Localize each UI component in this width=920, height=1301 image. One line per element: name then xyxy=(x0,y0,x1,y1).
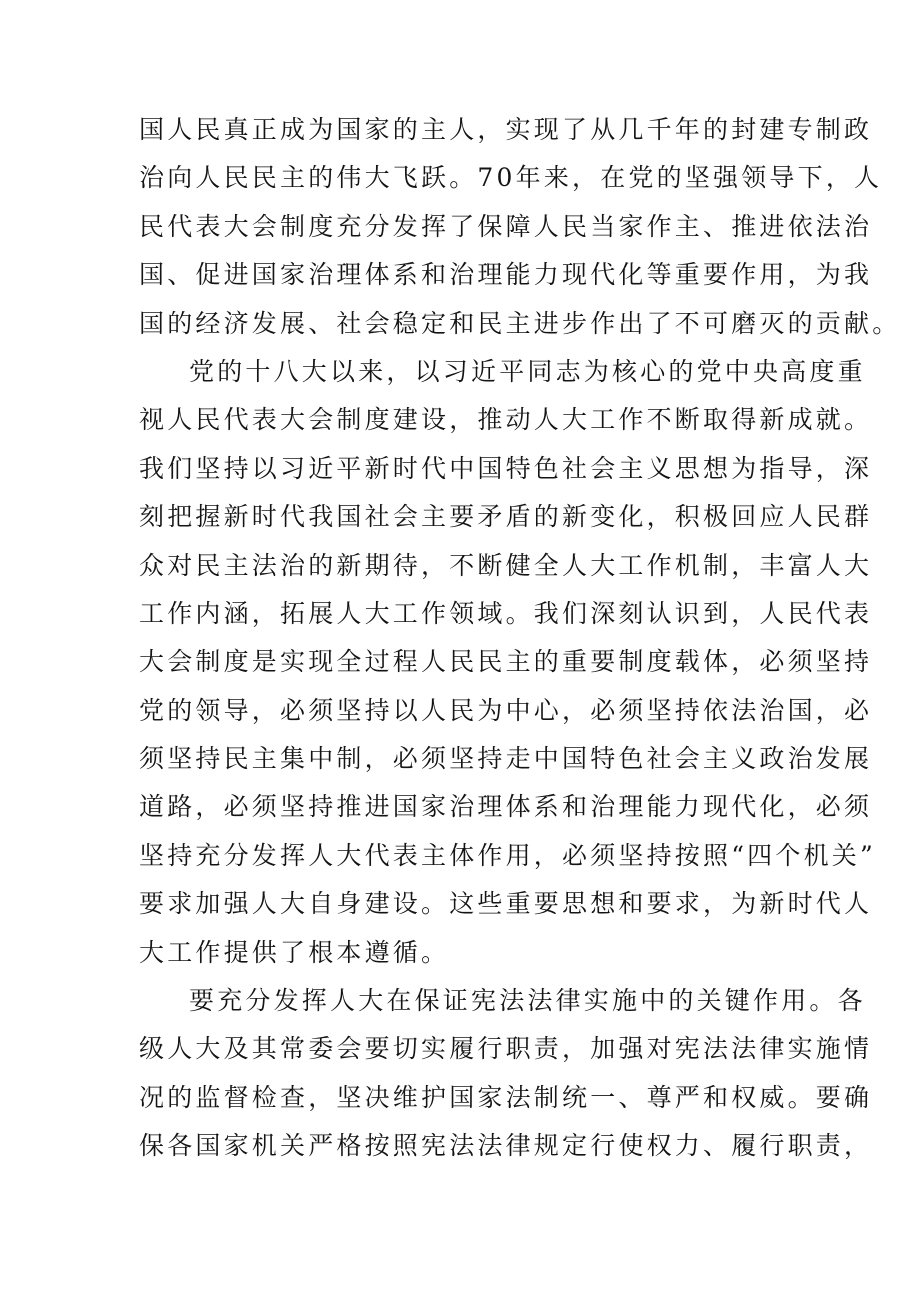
paragraph-line: 须坚持民主集中制，必须坚持走中国特色社会主义政治发展 xyxy=(139,744,873,774)
paragraph-1 xyxy=(139,106,901,348)
paragraph-2 xyxy=(139,348,876,977)
paragraph-line: 视人民代表大会制度建设，推动人大工作不断取得新成就。 xyxy=(139,405,873,435)
paragraph-line: 要求加强人大自身建设。这些重要思想和要求，为新时代人 xyxy=(139,889,873,919)
paragraph-line: 国人民真正成为国家的主人，实现了从几千年的封建专制政 xyxy=(139,115,873,144)
paragraph-line: 大会制度是实现全过程人民民主的重要制度载体，必须坚持 xyxy=(139,647,873,677)
paragraph-line: 要充分发挥人大在保证宪法法律实施中的关键作用。各 xyxy=(189,986,866,1016)
paragraph-line: 众对民主法治的新期待，不断健全人大工作机制，丰富人大 xyxy=(139,550,873,580)
paragraph-line: 坚持充分发挥人大代表主体作用，必须坚持按照“四个机关” xyxy=(139,840,876,870)
paragraph-line: 党的领导，必须坚持以人民为中心，必须坚持依法治国，必 xyxy=(139,695,873,725)
paragraph-line: 国的经济发展、社会稳定和民主进步作出了不可磨灭的贡献。 xyxy=(139,308,901,338)
paragraph-3 xyxy=(139,977,873,1171)
paragraph-line: 保各国家机关严格按照宪法法律规定行使权力、履行职责， xyxy=(139,1131,873,1161)
paragraph-line: 党的十八大以来，以习近平同志为核心的党中央高度重 xyxy=(189,356,866,386)
paragraph-line: 道路，必须坚持推进国家治理体系和治理能力现代化，必须 xyxy=(139,792,873,822)
document-body xyxy=(139,106,901,1171)
paragraph-line: 民代表大会制度充分发挥了保障人民当家作主、推进依法治 xyxy=(139,211,873,241)
paragraph-line: 治向人民民主的伟大飞跃。70年来，在党的坚强领导下，人 xyxy=(139,163,883,193)
paragraph-line: 大工作提供了根本遵循。 xyxy=(139,937,450,967)
paragraph-line: 况的监督检查，坚决维护国家法制统一、尊严和权威。要确 xyxy=(139,1082,873,1112)
paragraph-line: 我们坚持以习近平新时代中国特色社会主义思想为指导，深 xyxy=(139,453,873,483)
paragraph-line: 级人大及其常委会要切实履行职责，加强对宪法法律实施情 xyxy=(139,1034,873,1064)
paragraph-line: 国、促进国家治理体系和治理能力现代化等重要作用，为我 xyxy=(139,260,873,290)
paragraph-line: 刻把握新时代我国社会主要矛盾的新变化，积极回应人民群 xyxy=(139,502,873,532)
paragraph-line: 工作内涵，拓展人大工作领域。我们深刻认识到，人民代表 xyxy=(139,598,873,628)
